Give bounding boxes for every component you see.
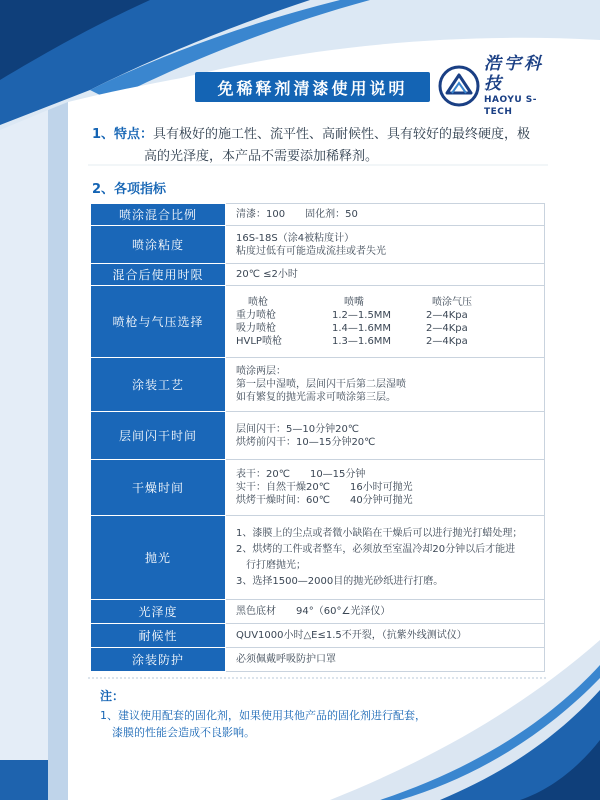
spec-value-line: 表干：20℃ 10—15分钟 <box>236 469 366 480</box>
grid-cell: 喷枪 <box>248 296 268 308</box>
page-title: 免稀释剂清漆使用说明 <box>195 72 430 102</box>
spec-value-line: 喷涂两层： <box>236 366 286 377</box>
spec-value-line: 必须佩戴呼吸防护口罩 <box>236 654 336 665</box>
spec-value <box>226 516 545 600</box>
feature-text-line2: 高的光泽度，本产品不需要添加稀释剂。 <box>144 149 379 164</box>
grid-cell: 2—4Kpa <box>426 322 468 334</box>
feature-text-line1: 具有极好的施工性、流平性、高耐候性、具有较好的最终硬度，极 <box>153 127 531 142</box>
grid-cell: 1.2—1.5MM <box>332 309 392 321</box>
spec-value <box>226 204 545 226</box>
haoyu-logo-icon <box>438 65 480 107</box>
spec-value <box>226 264 545 286</box>
spec-key: 耐候性 <box>91 624 226 648</box>
spec-key: 涂装防护 <box>91 648 226 672</box>
spec-key: 喷涂混合比例 <box>91 204 226 226</box>
spec-value <box>226 600 545 624</box>
spec-section-heading: 2、各项指标 <box>92 182 167 197</box>
notes-line2: 漆膜的性能会造成不良影响。 <box>112 726 255 739</box>
spec-value-line: 2、烘烤的工件或者整车，必须放至室温冷却20分钟以后才能进 <box>236 543 516 555</box>
spec-value-line: QUV1000小时△E≤1.5不开裂，（抗紫外线测试仪） <box>236 630 467 641</box>
spec-key: 涂装工艺 <box>91 358 226 412</box>
table-row <box>91 648 545 672</box>
table-row <box>91 412 545 460</box>
spec-value-line: 粘度过低有可能造成流挂或者失光 <box>236 245 386 257</box>
table-row <box>91 264 545 286</box>
spec-value <box>226 358 545 412</box>
spec-key: 喷涂粘度 <box>91 226 226 264</box>
spec-value-line: 如有繁复的抛光需求可喷涂第三层。 <box>236 392 396 403</box>
table-row <box>91 358 545 412</box>
grid-cell: HVLP喷枪 <box>236 335 282 347</box>
spec-value-line: 实干：自然干燥20℃ 16小时可抛光 <box>236 482 413 493</box>
table-row <box>91 600 545 624</box>
spec-value <box>226 226 545 264</box>
table-row <box>91 226 545 264</box>
table-row <box>91 286 545 358</box>
table-row <box>91 624 545 648</box>
spec-value-line: 20℃ ≤2小时 <box>236 269 298 280</box>
notes-heading: 注： <box>100 689 125 703</box>
spec-value <box>226 412 545 460</box>
feature-heading: 1、特点： <box>92 127 154 142</box>
spec-key: 抛光 <box>91 516 226 600</box>
spec-key: 层间闪干时间 <box>91 412 226 460</box>
feature-section <box>92 124 542 168</box>
logo-english-name: HAOYU S-TECH <box>484 95 538 117</box>
table-row <box>91 204 545 226</box>
grid-cell: 重力喷枪 <box>236 309 276 321</box>
spec-value-line: 行打磨抛光； <box>236 559 306 571</box>
grid-cell: 吸力喷枪 <box>236 322 276 334</box>
brand-logo <box>438 54 558 117</box>
spec-key: 喷枪与气压选择 <box>91 286 226 358</box>
grid-cell: 2—4Kpa <box>426 309 468 321</box>
grid-cell: 2—4Kpa <box>426 335 468 347</box>
spec-value <box>226 624 545 648</box>
spec-value-line: 烘烤前闪干：10—15分钟20℃ <box>236 436 376 448</box>
spec-value-line: 1、漆膜上的尘点或者微小缺陷在干燥后可以进行抛光打蜡处理； <box>236 527 523 539</box>
logo-chinese-name: 浩宇科技 <box>484 54 544 94</box>
grid-cell: 喷涂气压 <box>432 296 472 308</box>
spec-key: 干燥时间 <box>91 460 226 516</box>
spec-value-line: 黑色底材 94°（60°∠光泽仪） <box>236 606 391 617</box>
table-row <box>91 516 545 600</box>
spray-gun-grid <box>236 296 544 348</box>
spec-value-line: 清漆：100 固化剂：50 <box>236 209 358 220</box>
grid-cell: 1.4—1.6MM <box>332 322 392 334</box>
spec-value-line: 第一层中湿喷，层间闪干后第二层湿喷 <box>236 379 406 390</box>
spec-value <box>226 460 545 516</box>
spec-value <box>226 648 545 672</box>
spec-value <box>226 286 545 358</box>
grid-cell: 1.3—1.6MM <box>332 335 392 347</box>
notes-line1: 1、建议使用配套的固化剂，如果使用其他产品的固化剂进行配套， <box>100 709 426 722</box>
spec-value-line: 3、选择1500—2000目的抛光砂纸进行打磨。 <box>236 575 444 587</box>
spec-table <box>90 203 545 672</box>
notes-section <box>100 688 540 741</box>
spec-value-line: 16S-18S（涂4被粘度计） <box>236 232 355 244</box>
grid-cell: 喷嘴 <box>344 296 364 308</box>
spec-key: 混合后使用时限 <box>91 264 226 286</box>
spec-key: 光泽度 <box>91 600 226 624</box>
spec-value-line: 烘烤干燥时间：60℃ 40分钟可抛光 <box>236 495 413 506</box>
table-row <box>91 460 545 516</box>
spec-value-line: 层间闪干：5—10分钟20℃ <box>236 423 360 435</box>
